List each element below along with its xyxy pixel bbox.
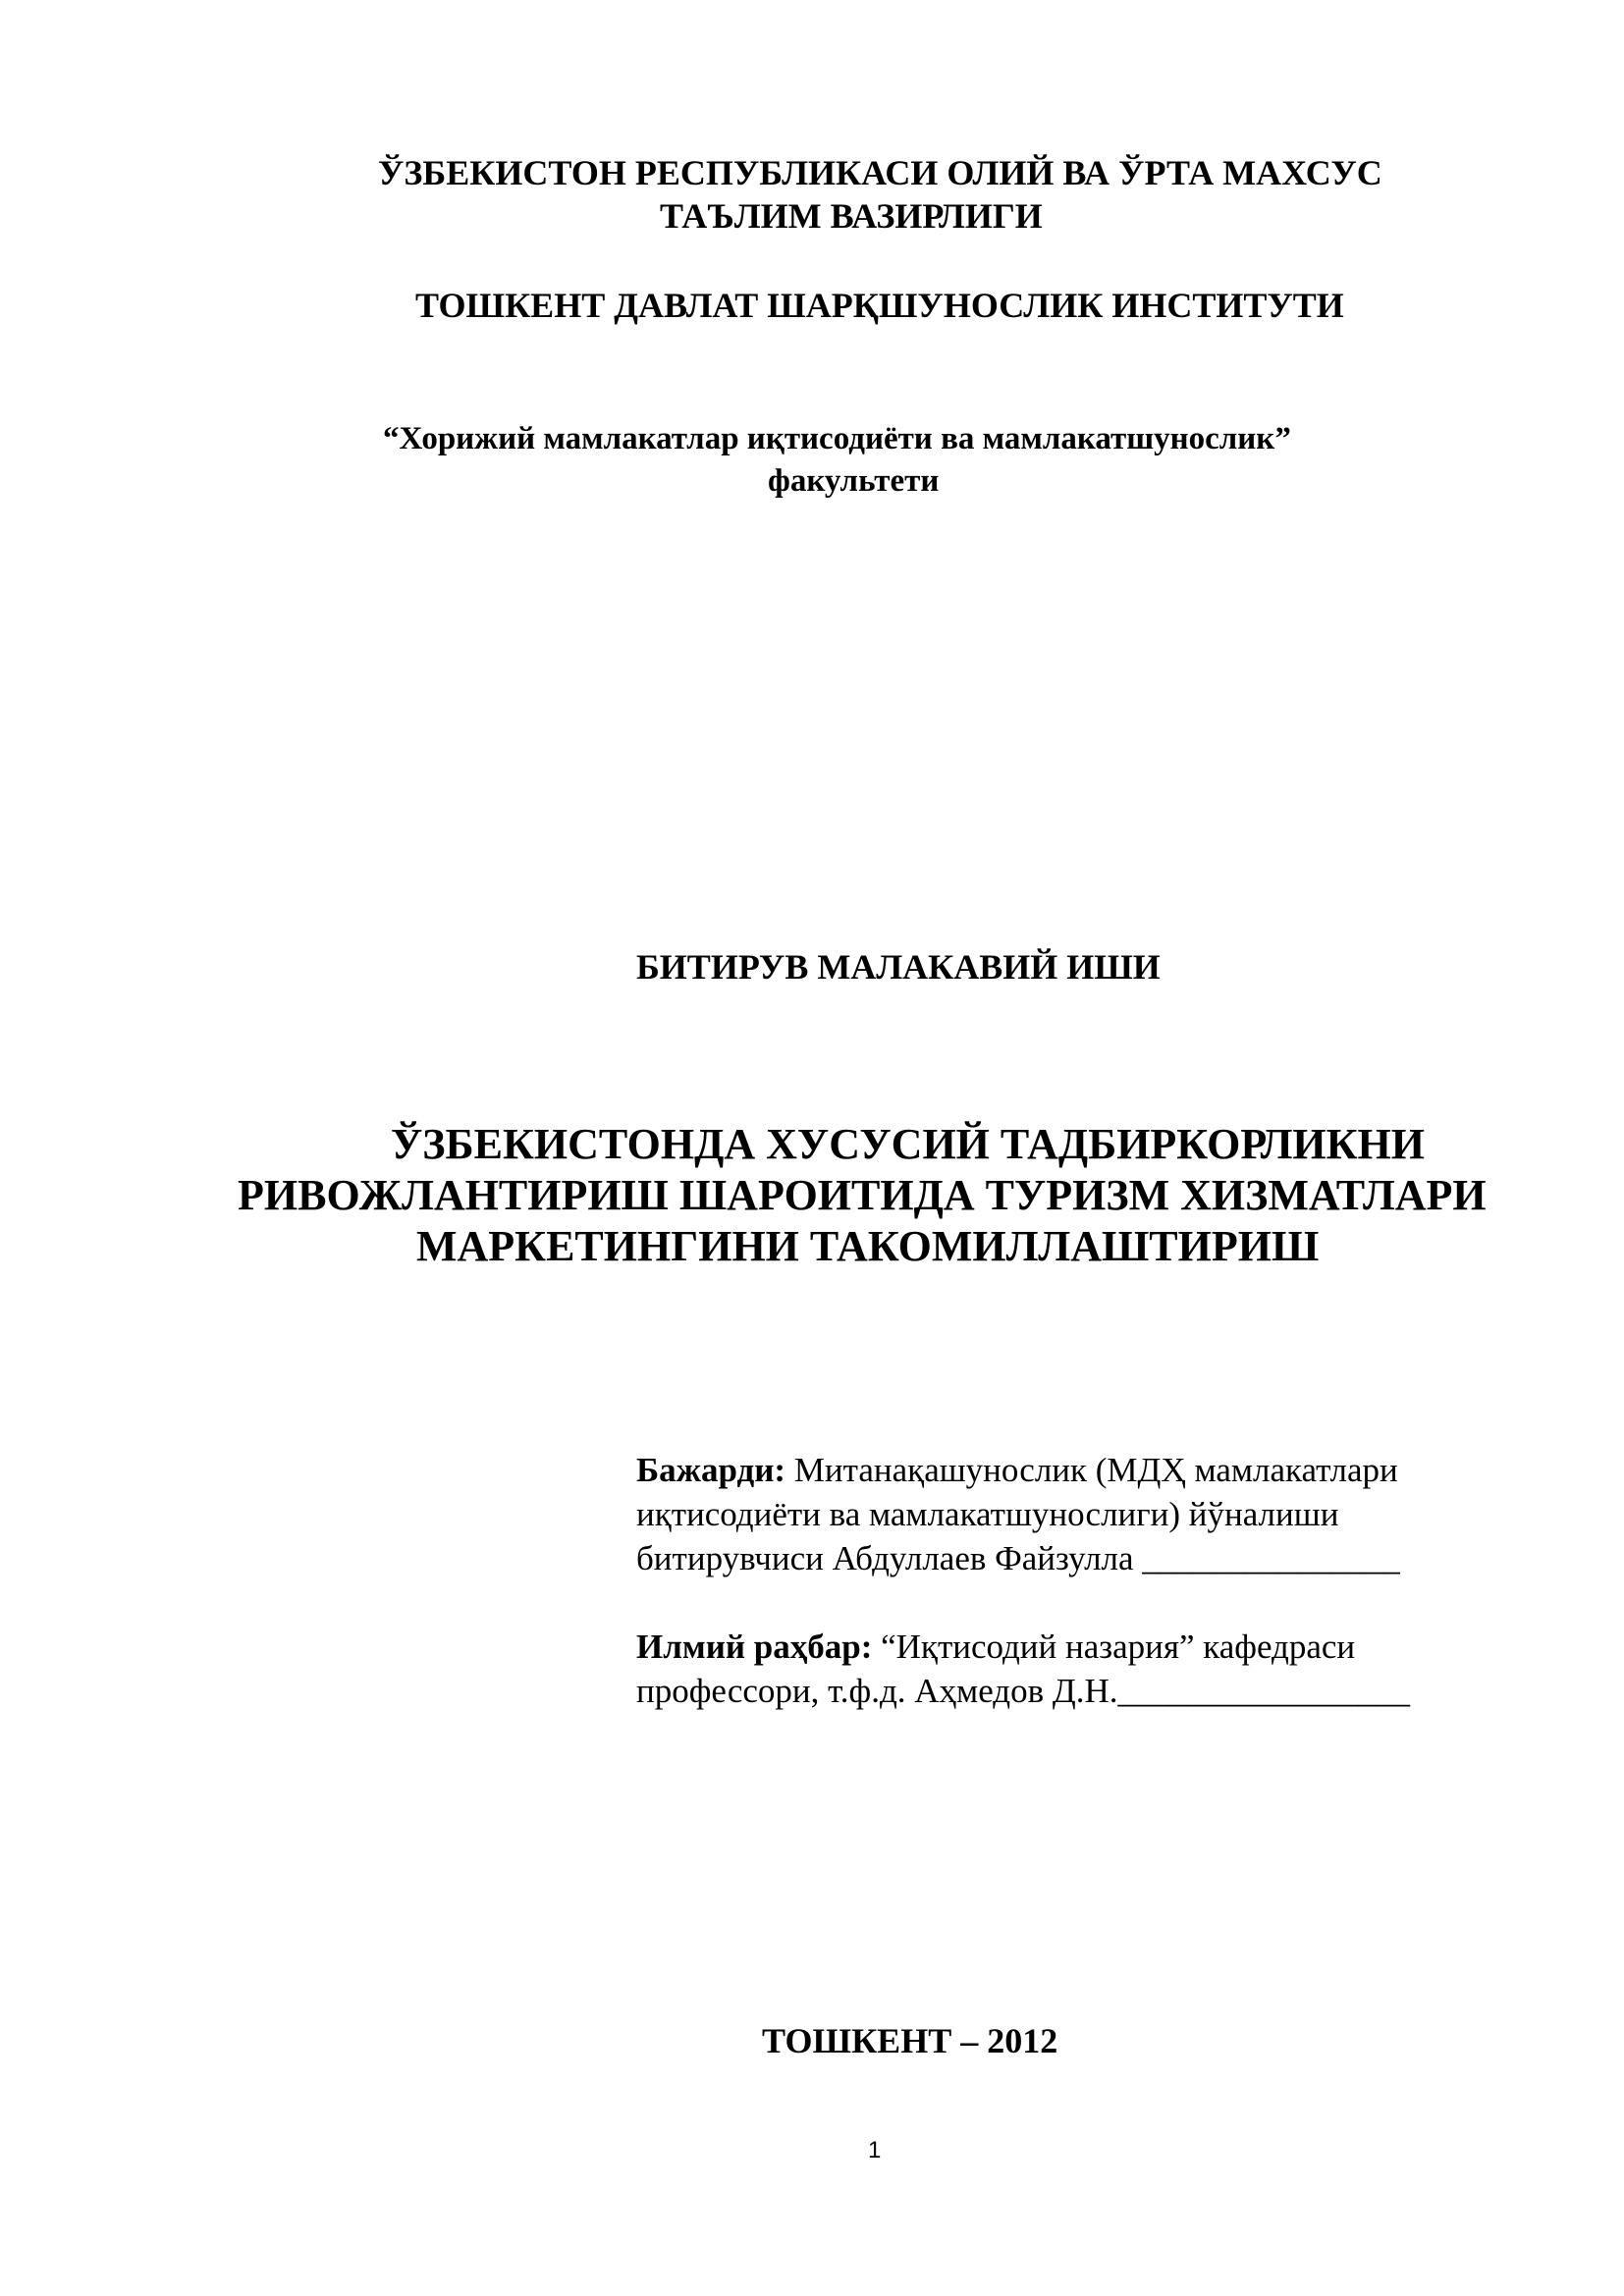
supervisor-label: Илмий раҳбар:: [636, 1628, 873, 1666]
author-program-text: Митанақашунослик (МДҲ мамлакатлари: [785, 1451, 1398, 1489]
ministry-name-line-2: ТАЪЛИМ ВАЗИРЛИГИ: [660, 196, 1043, 236]
faculty-name-line-1: “Хорижий мамлакатлар иқтисодиёти ва мамлакатшунослик”: [383, 421, 1291, 456]
author-line-1: [636, 1451, 1398, 1490]
city-year: ТОШКЕНТ – 2012: [762, 2021, 1058, 2060]
author-line-2: иқтисодиёти ва мамлакатшунослиги) йўналиши: [636, 1495, 1339, 1533]
thesis-title-line-3: МАРКЕТИНГИНИ ТАКОМИЛЛАШТИРИШ: [416, 1222, 1320, 1270]
author-line-3: битирувчиси Абдуллаев Файзулла _______________: [636, 1539, 1400, 1577]
thesis-title-line-1: ЎЗБЕКИСТОНДА ХУСУСИЙ ТАДБИРКОРЛИКНИ: [391, 1120, 1425, 1168]
ministry-name-line-1: ЎЗБЕКИСТОН РЕСПУБЛИКАСИ ОЛИЙ ВА ЎРТА МАХСУС: [378, 153, 1382, 192]
supervisor-line-2: профессори, т.ф.д. Аҳмедов Д.Н._________________: [636, 1672, 1410, 1710]
author-label: Бажарди:: [636, 1451, 786, 1489]
work-type-heading: БИТИРУВ МАЛАКАВИЙ ИШИ: [636, 947, 1161, 987]
supervisor-line-1: [636, 1628, 1355, 1667]
institute-name: ТОШКЕНТ ДАВЛАТ ШАРҚШУНОСЛИК ИНСТИТУТИ: [415, 286, 1344, 325]
page-number: 1: [868, 2137, 882, 2163]
faculty-name-line-2: факультети: [768, 463, 940, 499]
supervisor-department-text: “Иқтисодий назария” кафедраси: [872, 1628, 1356, 1666]
thesis-title-line-2: РИВОЖЛАНТИРИШ ШАРОИТИДА ТУРИЗМ ХИЗМАТЛАРИ: [238, 1171, 1487, 1219]
